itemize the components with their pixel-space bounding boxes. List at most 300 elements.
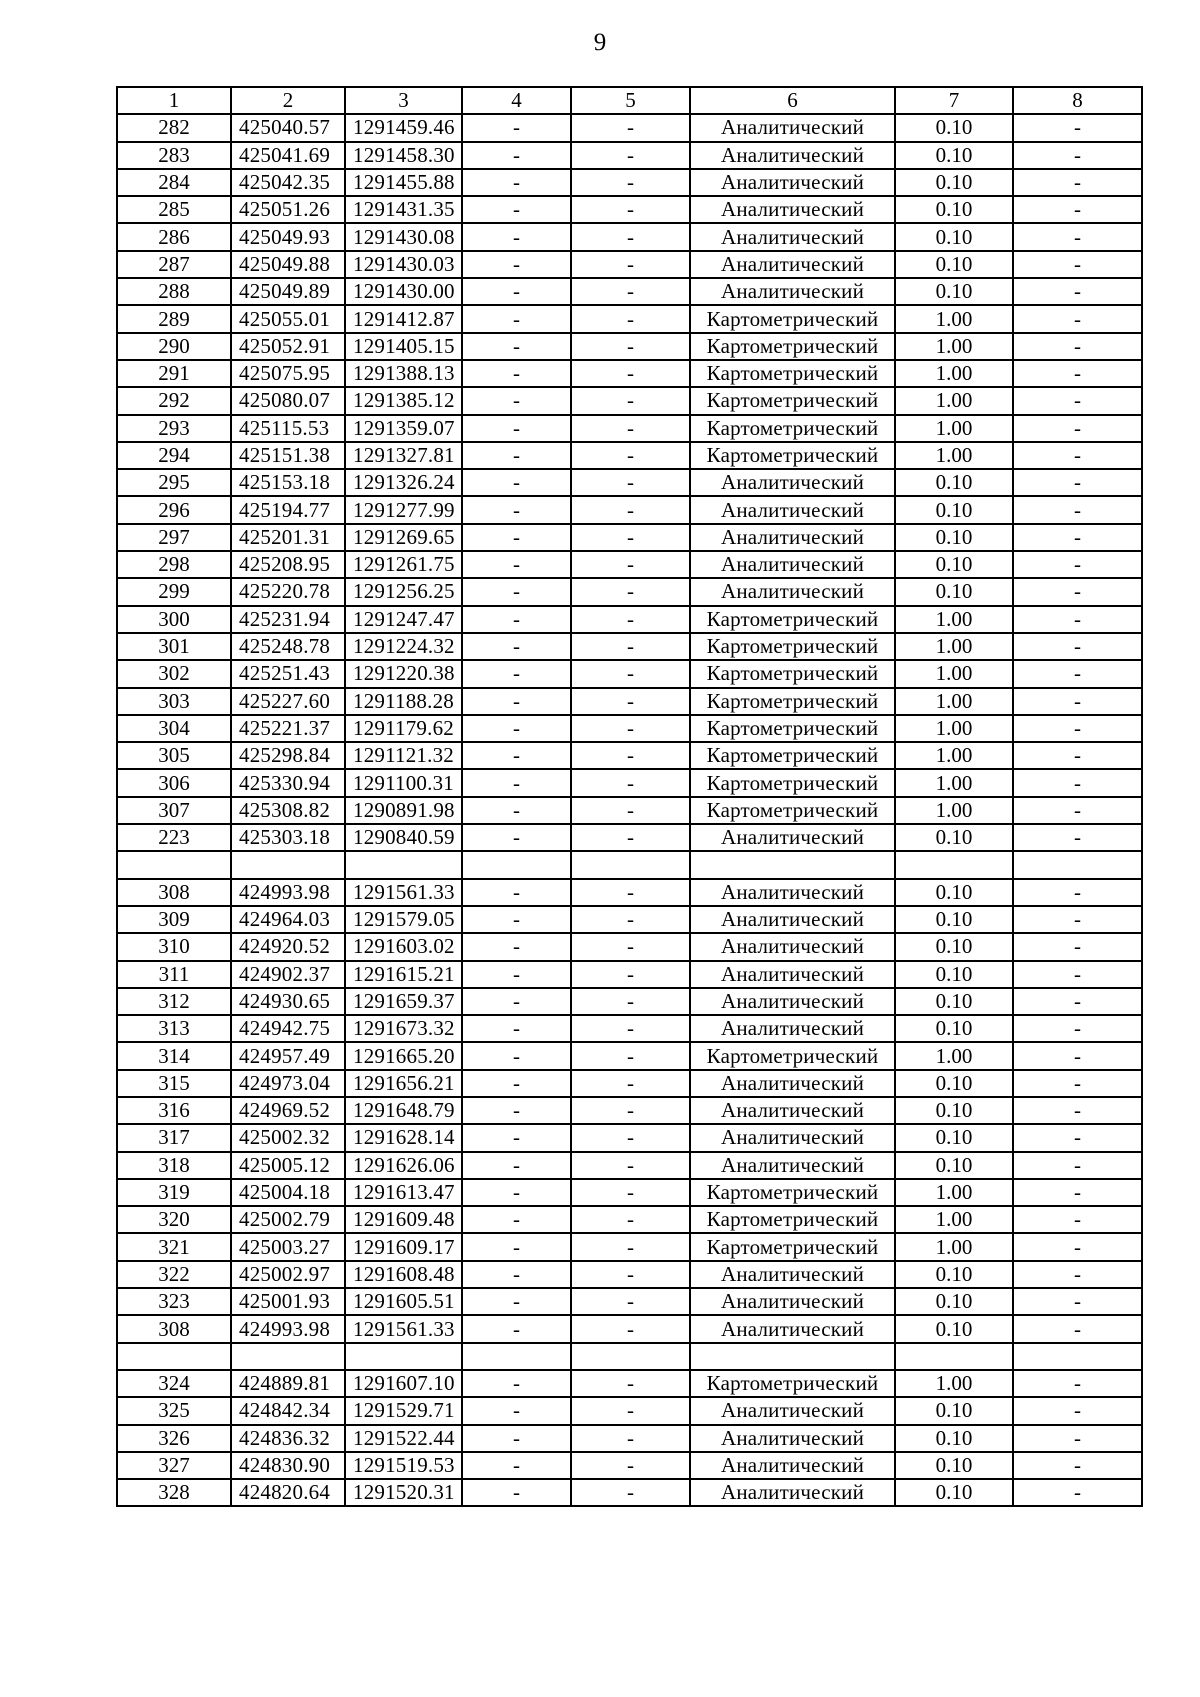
cell-col-1: 307	[117, 797, 231, 824]
cell-col-3: 1291430.08	[345, 223, 462, 250]
cell-col-6: Картометрический	[690, 769, 895, 796]
cell-col-1: 312	[117, 988, 231, 1015]
cell-col-5: -	[571, 142, 690, 169]
cell-col-6: Аналитический	[690, 1397, 895, 1424]
cell-col-4: -	[462, 1097, 571, 1124]
cell-col-2: 425208.95	[231, 551, 345, 578]
cell-col-4: -	[462, 223, 571, 250]
cell-col-4: -	[462, 633, 571, 660]
cell-col-5: -	[571, 988, 690, 1015]
cell-col-6: Аналитический	[690, 578, 895, 605]
cell-col-7: 0.10	[895, 469, 1013, 496]
header-row	[117, 87, 1142, 114]
cell-col-6: Аналитический	[690, 879, 895, 906]
cell-col-4: -	[462, 469, 571, 496]
cell-col-5: -	[571, 879, 690, 906]
cell-col-7: 0.10	[895, 933, 1013, 960]
cell-col-3: 1291431.35	[345, 196, 462, 223]
cell-col-5: -	[571, 251, 690, 278]
cell-col-8: -	[1013, 415, 1142, 442]
cell-col-2: 425303.18	[231, 824, 345, 851]
cell-col-2: 425075.95	[231, 360, 345, 387]
cell-col-4: -	[462, 1233, 571, 1260]
table-row	[117, 469, 1142, 496]
table-row	[117, 1097, 1142, 1124]
cell-col-7: 0.10	[895, 196, 1013, 223]
cell-col-1: 305	[117, 742, 231, 769]
cell-col-4: -	[462, 1452, 571, 1479]
cell-col-8: -	[1013, 1179, 1142, 1206]
cell-col-1: 318	[117, 1152, 231, 1179]
cell-col-4: -	[462, 578, 571, 605]
cell-col-6: Аналитический	[690, 824, 895, 851]
cell-col-3: 1291561.33	[345, 1315, 462, 1342]
cell-col-1	[117, 851, 231, 878]
cell-col-7: 0.10	[895, 114, 1013, 141]
cell-col-7: 1.00	[895, 688, 1013, 715]
cell-col-4: -	[462, 496, 571, 523]
cell-col-7: 0.10	[895, 1397, 1013, 1424]
cell-col-2: 424969.52	[231, 1097, 345, 1124]
cell-col-6: Аналитический	[690, 223, 895, 250]
cell-col-4: -	[462, 797, 571, 824]
cell-col-1: 302	[117, 660, 231, 687]
cell-col-8: -	[1013, 387, 1142, 414]
cell-col-7: 0.10	[895, 906, 1013, 933]
cell-col-3: 1290891.98	[345, 797, 462, 824]
cell-col-5: -	[571, 688, 690, 715]
cell-col-3: 1291100.31	[345, 769, 462, 796]
cell-col-6: Картометрический	[690, 387, 895, 414]
cell-col-1: 298	[117, 551, 231, 578]
cell-col-8: -	[1013, 606, 1142, 633]
cell-col-2: 425115.53	[231, 415, 345, 442]
cell-col-8: -	[1013, 1015, 1142, 1042]
cell-col-5: -	[571, 524, 690, 551]
cell-col-8: -	[1013, 1206, 1142, 1233]
cell-col-8: -	[1013, 742, 1142, 769]
cell-col-6: Аналитический	[690, 1124, 895, 1151]
cell-col-4: -	[462, 742, 571, 769]
cell-col-4: -	[462, 1206, 571, 1233]
cell-col-2: 425002.97	[231, 1261, 345, 1288]
cell-col-1: 328	[117, 1479, 231, 1506]
cell-col-1: 316	[117, 1097, 231, 1124]
cell-col-4: -	[462, 879, 571, 906]
cell-col-7: 0.10	[895, 578, 1013, 605]
cell-col-4: -	[462, 305, 571, 332]
cell-col-8: -	[1013, 1152, 1142, 1179]
table-row	[117, 715, 1142, 742]
cell-col-7: 1.00	[895, 742, 1013, 769]
cell-col-8: -	[1013, 988, 1142, 1015]
cell-col-7: 1.00	[895, 606, 1013, 633]
cell-col-3: 1291520.31	[345, 1479, 462, 1506]
cell-col-2: 425041.69	[231, 142, 345, 169]
table-row	[117, 769, 1142, 796]
cell-col-8: -	[1013, 715, 1142, 742]
table-row	[117, 1452, 1142, 1479]
column-header-2: 2	[231, 87, 345, 114]
coordinates-table	[116, 86, 1143, 1507]
table-row	[117, 278, 1142, 305]
cell-col-1: 317	[117, 1124, 231, 1151]
cell-col-5: -	[571, 1425, 690, 1452]
cell-col-3: 1291385.12	[345, 387, 462, 414]
cell-col-5: -	[571, 442, 690, 469]
cell-col-5: -	[571, 305, 690, 332]
cell-col-2: 424820.64	[231, 1479, 345, 1506]
cell-col-6: Аналитический	[690, 1479, 895, 1506]
cell-col-5: -	[571, 1397, 690, 1424]
cell-col-8	[1013, 851, 1142, 878]
cell-col-8: -	[1013, 1070, 1142, 1097]
cell-col-6: Аналитический	[690, 551, 895, 578]
cell-col-2: 424973.04	[231, 1070, 345, 1097]
cell-col-2: 425040.57	[231, 114, 345, 141]
cell-col-3: 1291121.32	[345, 742, 462, 769]
cell-col-5: -	[571, 1370, 690, 1397]
cell-col-4: -	[462, 278, 571, 305]
table-row	[117, 442, 1142, 469]
cell-col-6: Аналитический	[690, 1261, 895, 1288]
cell-col-3: 1291608.48	[345, 1261, 462, 1288]
table-row	[117, 1233, 1142, 1260]
cell-col-3: 1291607.10	[345, 1370, 462, 1397]
cell-col-2: 424964.03	[231, 906, 345, 933]
cell-col-3: 1291665.20	[345, 1042, 462, 1069]
cell-col-3: 1291179.62	[345, 715, 462, 742]
cell-col-5: -	[571, 797, 690, 824]
cell-col-6: Аналитический	[690, 251, 895, 278]
cell-col-4	[462, 851, 571, 878]
cell-col-1: 292	[117, 387, 231, 414]
cell-col-7: 0.10	[895, 496, 1013, 523]
table-row	[117, 1425, 1142, 1452]
cell-col-5	[571, 1343, 690, 1370]
cell-col-5: -	[571, 1479, 690, 1506]
cell-col-1: 322	[117, 1261, 231, 1288]
cell-col-3: 1291648.79	[345, 1097, 462, 1124]
table-row	[117, 305, 1142, 332]
cell-col-7: 1.00	[895, 360, 1013, 387]
cell-col-3: 1291256.25	[345, 578, 462, 605]
cell-col-1: 319	[117, 1179, 231, 1206]
cell-col-8: -	[1013, 1370, 1142, 1397]
cell-col-3: 1291388.13	[345, 360, 462, 387]
cell-col-3: 1291519.53	[345, 1452, 462, 1479]
cell-col-4: -	[462, 142, 571, 169]
cell-col-1: 287	[117, 251, 231, 278]
cell-col-3: 1291673.32	[345, 1015, 462, 1042]
cell-col-5: -	[571, 469, 690, 496]
cell-col-5: -	[571, 1097, 690, 1124]
cell-col-7: 0.10	[895, 1097, 1013, 1124]
cell-col-2: 424930.65	[231, 988, 345, 1015]
cell-col-8: -	[1013, 223, 1142, 250]
cell-col-5: -	[571, 1152, 690, 1179]
cell-col-8: -	[1013, 660, 1142, 687]
cell-col-1: 289	[117, 305, 231, 332]
cell-col-6: Аналитический	[690, 1425, 895, 1452]
cell-col-2: 425080.07	[231, 387, 345, 414]
cell-col-7: 1.00	[895, 1206, 1013, 1233]
cell-col-1: 297	[117, 524, 231, 551]
cell-col-8: -	[1013, 933, 1142, 960]
cell-col-6: Картометрический	[690, 633, 895, 660]
cell-col-4: -	[462, 524, 571, 551]
cell-col-6: Картометрический	[690, 742, 895, 769]
cell-col-2: 425052.91	[231, 333, 345, 360]
cell-col-6: Аналитический	[690, 114, 895, 141]
cell-col-3: 1291459.46	[345, 114, 462, 141]
table-row	[117, 1042, 1142, 1069]
table-row	[117, 906, 1142, 933]
cell-col-8: -	[1013, 305, 1142, 332]
cell-col-6: Картометрический	[690, 1370, 895, 1397]
cell-col-2	[231, 851, 345, 878]
column-header-5: 5	[571, 87, 690, 114]
cell-col-7: 1.00	[895, 442, 1013, 469]
cell-col-1: 310	[117, 933, 231, 960]
cell-col-1: 324	[117, 1370, 231, 1397]
cell-col-6: Аналитический	[690, 1070, 895, 1097]
cell-col-7	[895, 851, 1013, 878]
cell-col-7: 0.10	[895, 1479, 1013, 1506]
cell-col-5: -	[571, 1288, 690, 1315]
table-row	[117, 1015, 1142, 1042]
cell-col-4: -	[462, 933, 571, 960]
cell-col-7	[895, 1343, 1013, 1370]
cell-col-2: 425051.26	[231, 196, 345, 223]
table-row	[117, 1370, 1142, 1397]
cell-col-6: Аналитический	[690, 1152, 895, 1179]
cell-col-7: 1.00	[895, 305, 1013, 332]
cell-col-7: 1.00	[895, 797, 1013, 824]
table-row	[117, 578, 1142, 605]
cell-col-4: -	[462, 1152, 571, 1179]
cell-col-5: -	[571, 1179, 690, 1206]
cell-col-4: -	[462, 169, 571, 196]
cell-col-4: -	[462, 606, 571, 633]
table-row	[117, 387, 1142, 414]
cell-col-7: 0.10	[895, 1315, 1013, 1342]
cell-col-2: 425221.37	[231, 715, 345, 742]
cell-col-6: Аналитический	[690, 1015, 895, 1042]
column-header-8: 8	[1013, 87, 1142, 114]
cell-col-8: -	[1013, 360, 1142, 387]
cell-col-8: -	[1013, 442, 1142, 469]
cell-col-1: 306	[117, 769, 231, 796]
cell-col-5: -	[571, 742, 690, 769]
cell-col-2: 425055.01	[231, 305, 345, 332]
cell-col-2	[231, 1343, 345, 1370]
cell-col-1: 308	[117, 1315, 231, 1342]
cell-col-7: 0.10	[895, 1124, 1013, 1151]
cell-col-6: Аналитический	[690, 1315, 895, 1342]
cell-col-8: -	[1013, 1288, 1142, 1315]
cell-col-5: -	[571, 169, 690, 196]
cell-col-4: -	[462, 251, 571, 278]
cell-col-5: -	[571, 223, 690, 250]
table-row	[117, 1288, 1142, 1315]
table-row	[117, 879, 1142, 906]
cell-col-3: 1291579.05	[345, 906, 462, 933]
cell-col-2: 425004.18	[231, 1179, 345, 1206]
cell-col-3: 1291615.21	[345, 961, 462, 988]
cell-col-3: 1291247.47	[345, 606, 462, 633]
cell-col-1: 313	[117, 1015, 231, 1042]
cell-col-8	[1013, 1343, 1142, 1370]
cell-col-5: -	[571, 551, 690, 578]
cell-col-4: -	[462, 1397, 571, 1424]
table-row	[117, 360, 1142, 387]
cell-col-8: -	[1013, 1452, 1142, 1479]
table-row	[117, 142, 1142, 169]
cell-col-6: Картометрический	[690, 1206, 895, 1233]
cell-col-2: 425049.93	[231, 223, 345, 250]
table-row	[117, 415, 1142, 442]
table-row	[117, 551, 1142, 578]
cell-col-7: 1.00	[895, 333, 1013, 360]
table-row	[117, 496, 1142, 523]
cell-col-3: 1291458.30	[345, 142, 462, 169]
cell-col-2: 424902.37	[231, 961, 345, 988]
cell-col-7: 1.00	[895, 660, 1013, 687]
cell-col-5: -	[571, 660, 690, 687]
column-header-3: 3	[345, 87, 462, 114]
cell-col-3: 1291277.99	[345, 496, 462, 523]
cell-col-8: -	[1013, 196, 1142, 223]
cell-col-3: 1291359.07	[345, 415, 462, 442]
table-row	[117, 1397, 1142, 1424]
cell-col-8: -	[1013, 496, 1142, 523]
cell-col-1: 304	[117, 715, 231, 742]
cell-col-4: -	[462, 688, 571, 715]
cell-col-2: 425248.78	[231, 633, 345, 660]
cell-col-3: 1290840.59	[345, 824, 462, 851]
cell-col-7: 1.00	[895, 715, 1013, 742]
cell-col-7: 0.10	[895, 524, 1013, 551]
table-row	[117, 1261, 1142, 1288]
cell-col-5: -	[571, 633, 690, 660]
cell-col-4: -	[462, 415, 571, 442]
cell-col-5: -	[571, 415, 690, 442]
cell-col-4: -	[462, 333, 571, 360]
cell-col-5: -	[571, 496, 690, 523]
table-row	[117, 169, 1142, 196]
cell-col-1: 299	[117, 578, 231, 605]
cell-col-4: -	[462, 1370, 571, 1397]
cell-col-7: 1.00	[895, 769, 1013, 796]
cell-col-3: 1291269.65	[345, 524, 462, 551]
cell-col-3: 1291224.32	[345, 633, 462, 660]
table-row	[117, 961, 1142, 988]
cell-col-8: -	[1013, 469, 1142, 496]
cell-col-8: -	[1013, 906, 1142, 933]
table-row	[117, 688, 1142, 715]
table-row	[117, 742, 1142, 769]
cell-col-6: Аналитический	[690, 196, 895, 223]
cell-col-1	[117, 1343, 231, 1370]
table-body	[117, 87, 1142, 1506]
cell-col-7: 1.00	[895, 415, 1013, 442]
cell-col-3: 1291405.15	[345, 333, 462, 360]
cell-col-8: -	[1013, 1425, 1142, 1452]
cell-col-3: 1291603.02	[345, 933, 462, 960]
cell-col-7: 0.10	[895, 879, 1013, 906]
cell-col-8: -	[1013, 769, 1142, 796]
cell-col-3: 1291327.81	[345, 442, 462, 469]
cell-col-7: 0.10	[895, 1425, 1013, 1452]
cell-col-1: 303	[117, 688, 231, 715]
cell-col-1: 291	[117, 360, 231, 387]
separator-row	[117, 1343, 1142, 1370]
cell-col-5: -	[571, 114, 690, 141]
cell-col-7: 0.10	[895, 251, 1013, 278]
cell-col-6: Аналитический	[690, 278, 895, 305]
cell-col-3: 1291455.88	[345, 169, 462, 196]
cell-col-6: Картометрический	[690, 1042, 895, 1069]
cell-col-6: Аналитический	[690, 961, 895, 988]
cell-col-8: -	[1013, 1261, 1142, 1288]
table-row	[117, 797, 1142, 824]
cell-col-4: -	[462, 387, 571, 414]
cell-col-2: 425298.84	[231, 742, 345, 769]
cell-col-7: 0.10	[895, 223, 1013, 250]
cell-col-2: 425220.78	[231, 578, 345, 605]
cell-col-5: -	[571, 1233, 690, 1260]
cell-col-8: -	[1013, 278, 1142, 305]
table-row	[117, 1479, 1142, 1506]
cell-col-8: -	[1013, 797, 1142, 824]
cell-col-1: 300	[117, 606, 231, 633]
cell-col-4: -	[462, 1015, 571, 1042]
cell-col-2: 424842.34	[231, 1397, 345, 1424]
cell-col-4: -	[462, 961, 571, 988]
cell-col-2: 425001.93	[231, 1288, 345, 1315]
column-header-6: 6	[690, 87, 895, 114]
cell-col-5: -	[571, 606, 690, 633]
column-header-4: 4	[462, 87, 571, 114]
cell-col-6: Аналитический	[690, 169, 895, 196]
cell-col-7: 0.10	[895, 142, 1013, 169]
cell-col-4: -	[462, 1124, 571, 1151]
cell-col-6: Картометрический	[690, 660, 895, 687]
cell-col-7: 0.10	[895, 1452, 1013, 1479]
cell-col-8: -	[1013, 961, 1142, 988]
cell-col-3: 1291613.47	[345, 1179, 462, 1206]
cell-col-2: 425042.35	[231, 169, 345, 196]
cell-col-5: -	[571, 1315, 690, 1342]
cell-col-3: 1291522.44	[345, 1425, 462, 1452]
separator-row	[117, 851, 1142, 878]
cell-col-4: -	[462, 824, 571, 851]
cell-col-2: 425005.12	[231, 1152, 345, 1179]
cell-col-6: Картометрический	[690, 333, 895, 360]
cell-col-1: 295	[117, 469, 231, 496]
cell-col-6: Аналитический	[690, 142, 895, 169]
cell-col-4: -	[462, 1315, 571, 1342]
cell-col-6: Картометрический	[690, 715, 895, 742]
cell-col-2: 424830.90	[231, 1452, 345, 1479]
cell-col-2: 424920.52	[231, 933, 345, 960]
cell-col-7: 0.10	[895, 1288, 1013, 1315]
cell-col-7: 1.00	[895, 1179, 1013, 1206]
cell-col-6	[690, 1343, 895, 1370]
cell-col-8: -	[1013, 1397, 1142, 1424]
cell-col-1: 285	[117, 196, 231, 223]
